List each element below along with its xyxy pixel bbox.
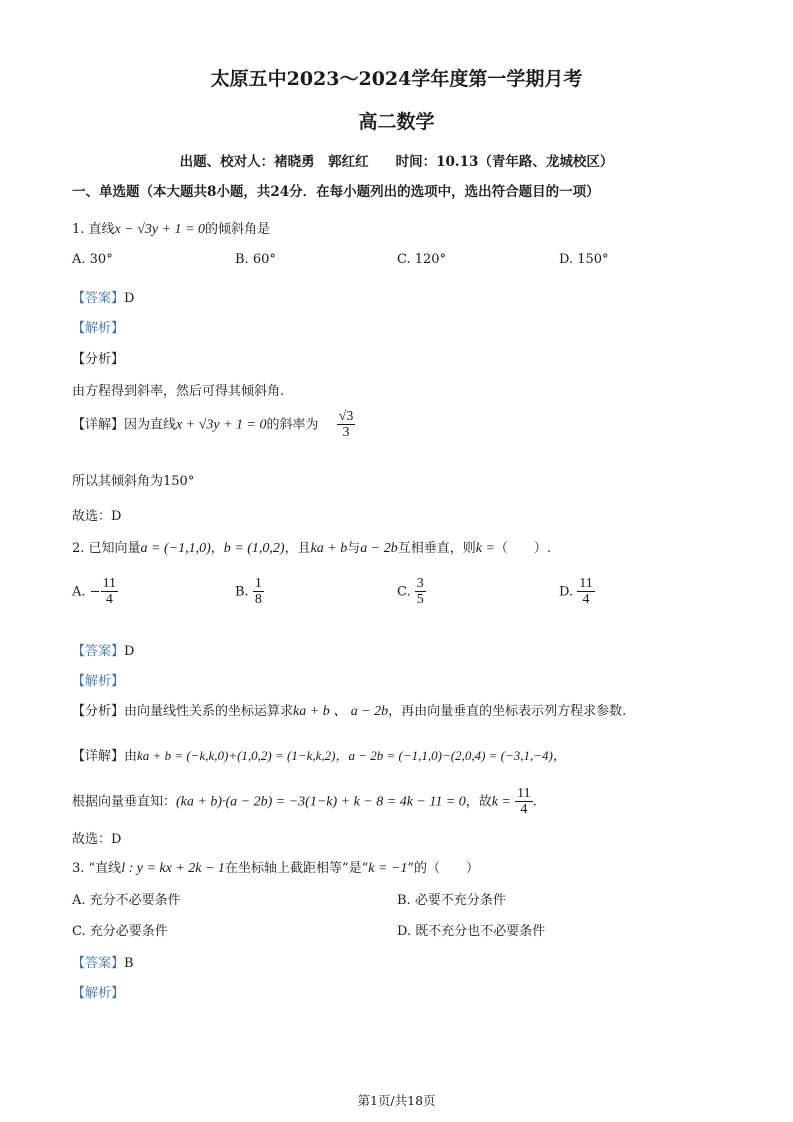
q2-stem: 2. 已知向量a = (−1,1,0)，b = (1,0,2)，且ka + b与a − 2b互相垂直，则k =（ ）. [72,541,552,556]
q1-fenxi-text: 由方程得到斜率，然后可得其倾斜角. [72,384,285,399]
page-subtitle: 高二数学 [358,111,435,133]
section-heading: 一、单选题（本大题共8小题，共24分．在每小题列出的选项中，选出符合题目的一项） [72,184,600,200]
q3-option-c: C. 充分必要条件 [72,924,168,939]
q2-choose: 故选：D [72,832,122,847]
q3-option-a: A. 充分不必要条件 [72,893,181,908]
q2-jiexi-tag: 【解析】 [72,674,125,689]
q1-xiangjie: 【详解】因为直线x + √3y + 1 = 0的斜率为 $\frac{√3}{3}$ [72,409,354,441]
q2-perpendicular: 根据向量垂直知：(ka + b)·(a − 2b) = −3(1−k) + k − 8 = 4k − 11 = 0，故k = $\frac{11}{4}$ . [72,786,537,818]
q2-option-d: D. $\frac{11}{4}$ [559,576,593,608]
q2-option-b: B. $\frac{1}{8}$ [235,576,262,608]
q2-fenxi: 【分析】由向量线性关系的坐标运算求ka + b 、 a − 2b，再由向量垂直的坐标表示列方程求参数. [72,704,627,719]
q1-option-b: B. 60° [235,252,276,267]
q1-conclusion: 所以其倾斜角为150° [72,474,195,489]
exam-meta: 出题、校对人：褚晓勇 郭红红 时间：10.13（青年路、龙城校区） [179,154,614,170]
q1-answer: 【答案】D [72,291,135,306]
page-title: 太原五中2023～2024学年度第一学期月考 [210,68,583,90]
q1-option-c: C. 120° [397,252,447,267]
q2-option-a: A. − $\frac{11}{4}$ [72,576,117,608]
q3-option-d: D. 既不充分也不必要条件 [397,924,546,939]
q3-jiexi-tag: 【解析】 [72,986,125,1001]
q1-jiexi-tag: 【解析】 [72,321,125,336]
q1-slope-fraction: $\frac{√3}{3}$ [338,409,354,441]
q3-stem: 3. “直线l : y = kx + 2k − 1在坐标轴上截距相等”是“k = −1”的（ ） [72,861,479,876]
q2-k-fraction: $\frac{11}{4}$ [517,786,531,818]
q1-option-a: A. 30° [72,252,113,267]
q1-fenxi-tag: 【分析】 [72,352,125,367]
q2-xiangjie: 【详解】由ka + b = (−k,k,0)+(1,0,2) = (1−k,k,2)，a − 2b = (−1,1,0)−(2,0,4) = (−3,1,−4)， [72,748,566,764]
page-footer: 第1页/共18页 [357,1093,436,1108]
q3-answer: 【答案】B [72,956,134,971]
q1-stem: 1. 直线x − √3y + 1 = 0的倾斜角是 [72,222,271,237]
q3-option-b: B. 必要不充分条件 [397,893,506,908]
q1-choose: 故选：D [72,509,122,524]
q2-option-c: C. $\frac{3}{5}$ [397,576,424,608]
q1-option-d: D. 150° [559,252,609,267]
q2-answer: 【答案】D [72,644,135,659]
